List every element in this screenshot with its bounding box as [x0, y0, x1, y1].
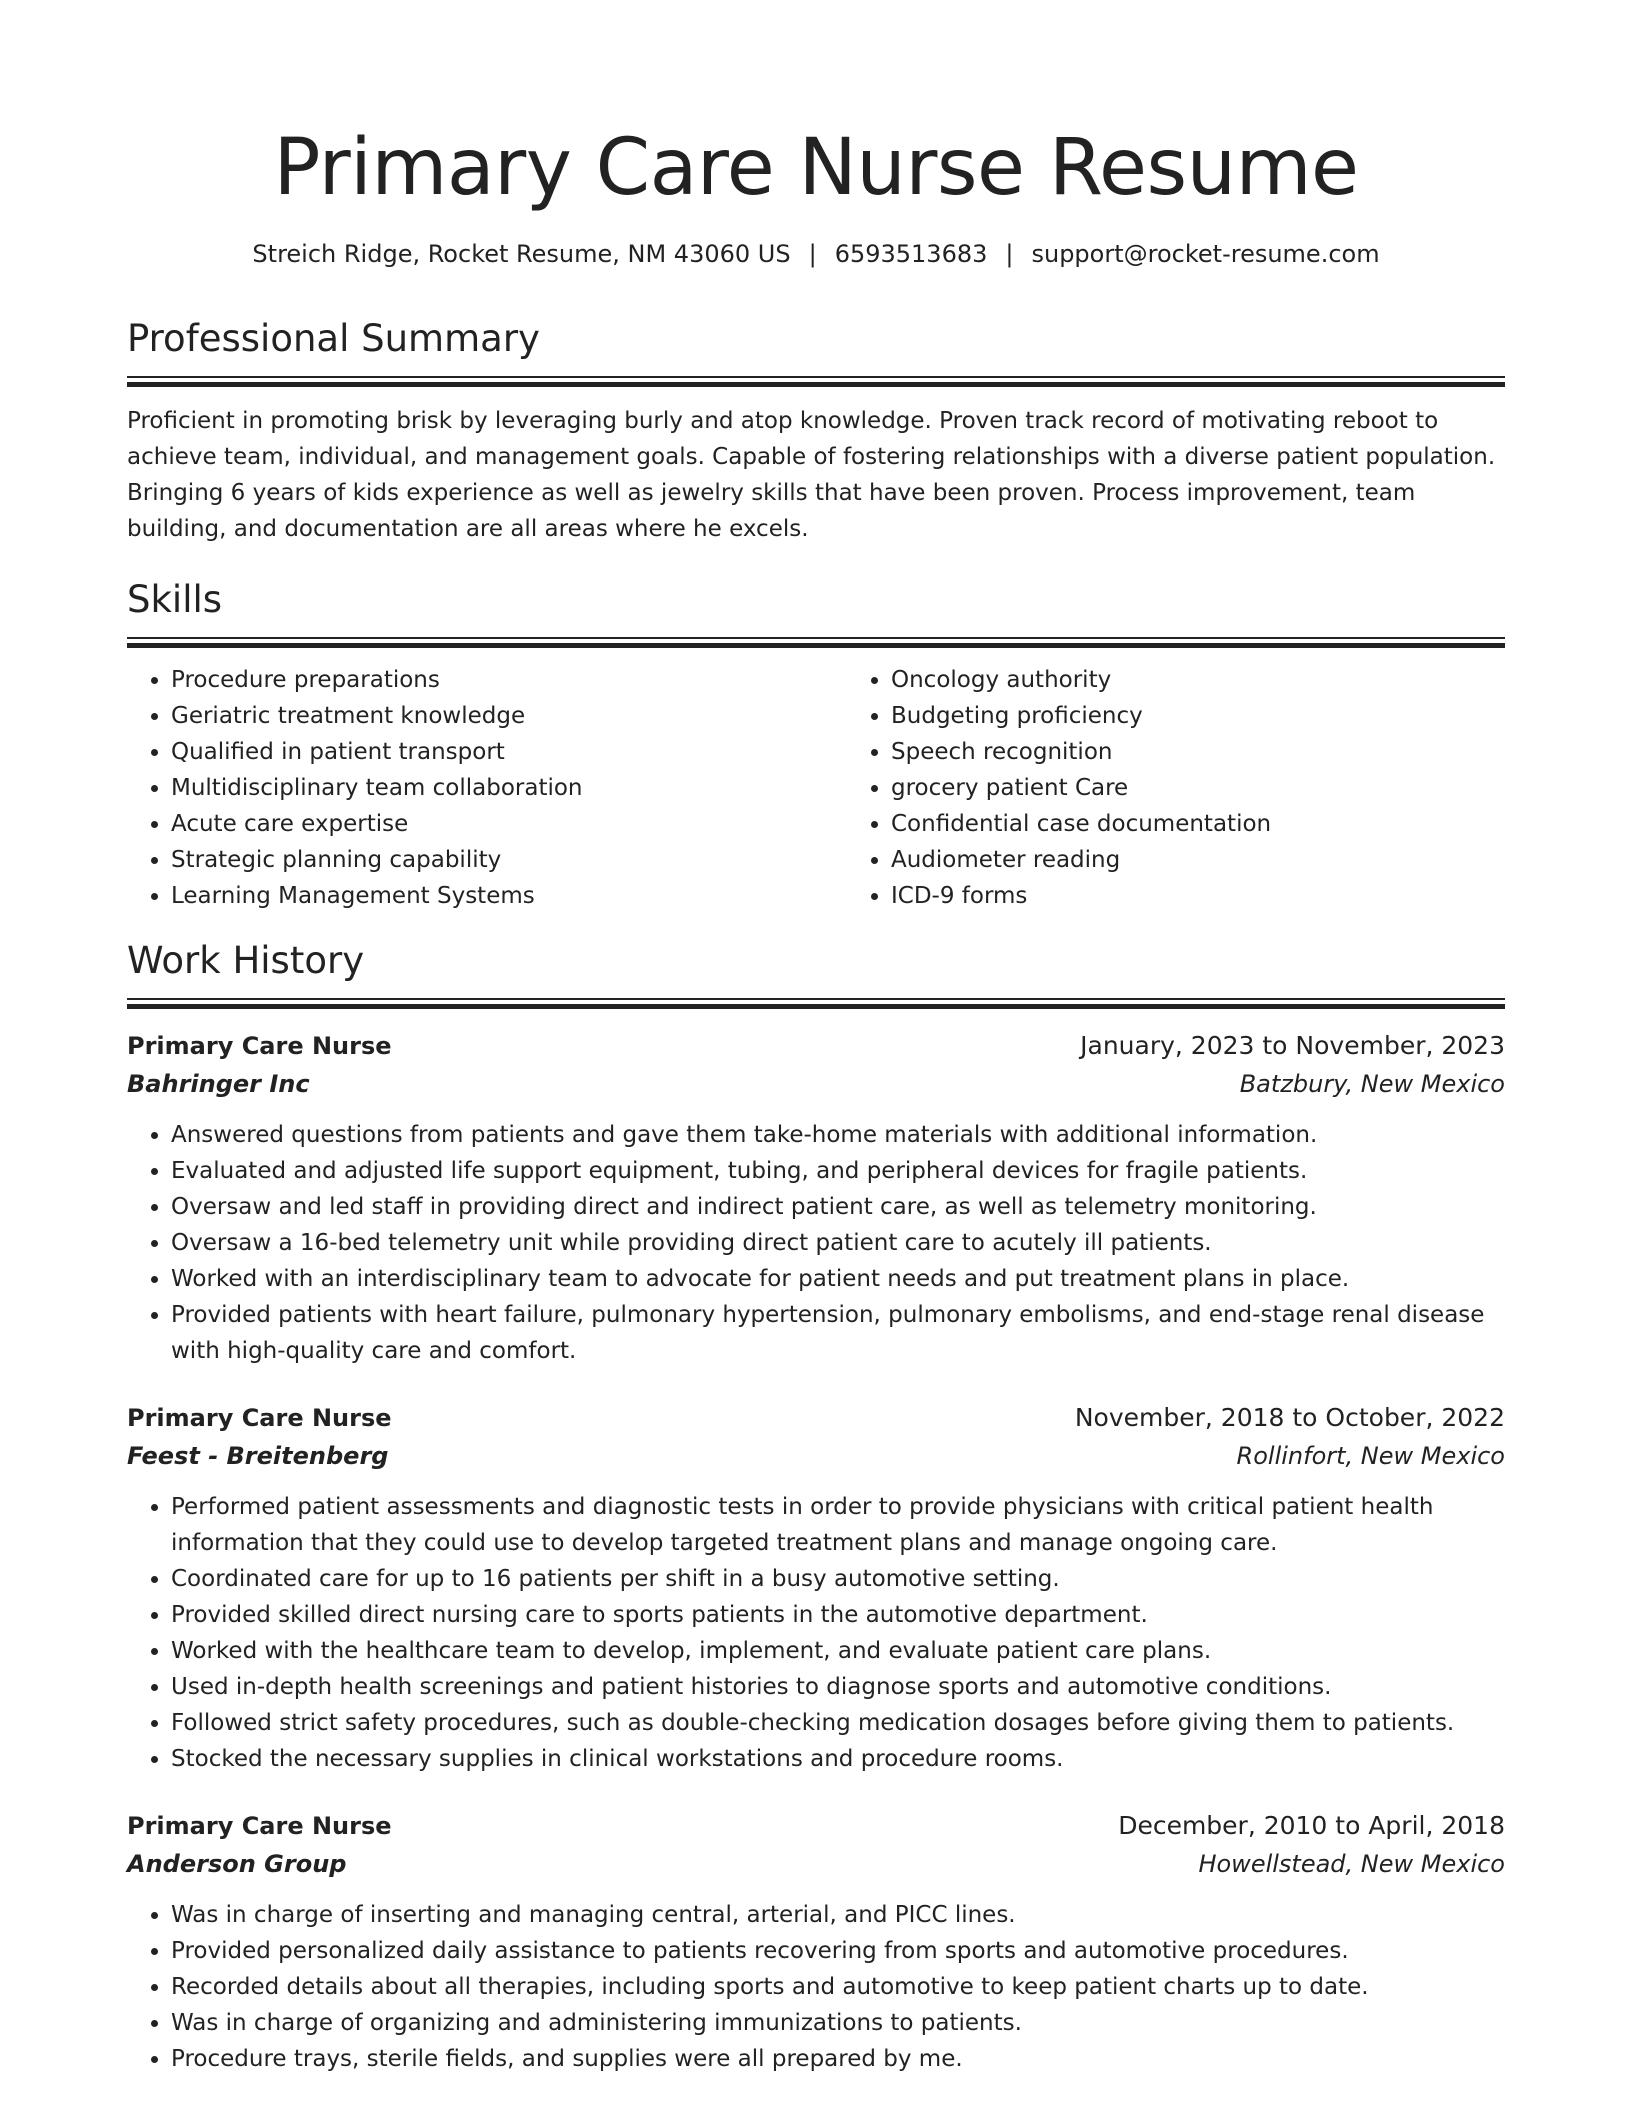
- duty-item: • Coordinated care for up to 16 patients per shift in a busy automotive setting.: [171, 1561, 1505, 1597]
- job-company: Bahringer Inc: [127, 1070, 310, 1098]
- section-divider: [127, 998, 1505, 1009]
- contact-separator: |: [808, 240, 817, 268]
- duty-item: • Oversaw a 16-bed telemetry unit while providing direct patient care to acutely ill patients.: [171, 1225, 1505, 1261]
- job-location: Batzbury, New Mexico: [1239, 1070, 1505, 1098]
- job-company: Anderson Group: [127, 1850, 347, 1878]
- contact-email: support@rocket-resume.com: [1031, 240, 1380, 268]
- skills-section: [127, 577, 1505, 914]
- duty-item: • Worked with the healthcare team to develop, implement, and evaluate patient care plans.: [171, 1633, 1505, 1669]
- skill-item: • Strategic planning capability: [171, 842, 847, 878]
- summary-section: [127, 316, 1505, 547]
- divider-thin-line: [127, 998, 1505, 1000]
- skill-item: • Procedure preparations: [171, 662, 847, 698]
- skill-item: • Geriatric treatment knowledge: [171, 698, 847, 734]
- skill-item: • Multidisciplinary team collaboration: [171, 770, 847, 806]
- skill-item: • ICD-9 forms: [891, 878, 1567, 914]
- skills-column-left: [127, 662, 847, 914]
- skill-item: • Speech recognition: [891, 734, 1567, 770]
- job-dates: November, 2018 to October, 2022: [1074, 1403, 1505, 1432]
- duty-item: • Performed patient assessments and diagnostic tests in order to provide physicians with critical patient health information that they could use to develop targeted treatment plans and manage ongoing care.: [171, 1489, 1505, 1561]
- skill-item: • Audiometer reading: [891, 842, 1567, 878]
- skill-item: • Learning Management Systems: [171, 878, 847, 914]
- duty-item: • Used in-depth health screenings and patient histories to diagnose sports and automotive conditions.: [171, 1669, 1505, 1705]
- skill-item: • Budgeting proficiency: [891, 698, 1567, 734]
- job-duties: [127, 1117, 1505, 1369]
- contact-line: [127, 238, 1505, 270]
- divider-thick-line: [127, 382, 1505, 387]
- skill-item: • Acute care expertise: [171, 806, 847, 842]
- job-entry: [127, 1807, 1505, 2077]
- job-location: Rollinfort, New Mexico: [1236, 1442, 1505, 1470]
- job-dates: January, 2023 to November, 2023: [1080, 1031, 1505, 1060]
- job-title: Primary Care Nurse: [127, 1404, 392, 1432]
- duty-item: • Recorded details about all therapies, including sports and automotive to keep patient charts up to date.: [171, 1969, 1505, 2005]
- duty-item: • Worked with an interdisciplinary team to advocate for patient needs and put treatment plans in place.: [171, 1261, 1505, 1297]
- duty-item: • Answered questions from patients and gave them take-home materials with additional information.: [171, 1117, 1505, 1153]
- job-header-row: [127, 1399, 1505, 1437]
- job-location: Howellstead, New Mexico: [1198, 1850, 1505, 1878]
- job-header-row: [127, 1027, 1505, 1065]
- job-company-row: [127, 1845, 1505, 1883]
- skill-item: • grocery patient Care: [891, 770, 1567, 806]
- contact-phone: 6593513683: [834, 240, 988, 268]
- page-title: Primary Care Nurse Resume: [273, 123, 1359, 213]
- summary-heading: Professional Summary: [127, 317, 540, 360]
- duty-item: • Provided patients with heart failure, pulmonary hypertension, pulmonary embolisms, and end-stage renal disease with high-quality care and comfort.: [171, 1297, 1505, 1369]
- skills-grid: [127, 662, 1505, 914]
- skill-item: • Oncology authority: [891, 662, 1567, 698]
- duty-item: • Evaluated and adjusted life support equipment, tubing, and peripheral devices for fragile patients.: [171, 1153, 1505, 1189]
- summary-text: Proficient in promoting brisk by leveraging burly and atop knowledge. Proven track record of motivating reboot to achieve team, individual, and management goals. Capable of fostering relationships with a diverse patient population. Bringing 6 years of kids experience as well as jewelry skills that have been proven. Process improvement, team building, and documentation are all areas where he excels.: [127, 408, 1496, 542]
- contact-separator: |: [1005, 240, 1014, 268]
- skills-column-right: [847, 662, 1567, 914]
- duty-item: • Procedure trays, sterile fields, and supplies were all prepared by me.: [171, 2041, 1505, 2077]
- job-dates: December, 2010 to April, 2018: [1118, 1811, 1505, 1840]
- job-entry: [127, 1399, 1505, 1777]
- divider-thick-line: [127, 1004, 1505, 1009]
- job-company: Feest - Breitenberg: [127, 1442, 389, 1470]
- duty-item: • Provided personalized daily assistance to patients recovering from sports and automotive procedures.: [171, 1933, 1505, 1969]
- duty-item: • Was in charge of inserting and managing central, arterial, and PICC lines.: [171, 1897, 1505, 1933]
- job-company-row: [127, 1065, 1505, 1103]
- skills-heading: Skills: [127, 578, 223, 621]
- job-entry: [127, 1027, 1505, 1369]
- job-duties: [127, 1897, 1505, 2077]
- job-title: Primary Care Nurse: [127, 1032, 392, 1060]
- section-divider: [127, 637, 1505, 648]
- duty-item: • Provided skilled direct nursing care to sports patients in the automotive department.: [171, 1597, 1505, 1633]
- duty-item: • Oversaw and led staff in providing direct and indirect patient care, as well as telemetry monitoring.: [171, 1189, 1505, 1225]
- contact-address: Streich Ridge, Rocket Resume, NM 43060 US: [252, 240, 791, 268]
- duty-item: • Stocked the necessary supplies in clinical workstations and procedure rooms.: [171, 1741, 1505, 1777]
- section-divider: [127, 376, 1505, 387]
- duty-item: • Followed strict safety procedures, such as double-checking medication dosages before giving them to patients.: [171, 1705, 1505, 1741]
- duty-item: • Was in charge of organizing and administering immunizations to patients.: [171, 2005, 1505, 2041]
- divider-thin-line: [127, 637, 1505, 639]
- job-title: Primary Care Nurse: [127, 1812, 392, 1840]
- work-history-section: [127, 938, 1505, 2077]
- work-history-heading: Work History: [127, 939, 365, 982]
- skill-item: • Confidential case documentation: [891, 806, 1567, 842]
- divider-thin-line: [127, 376, 1505, 378]
- divider-thick-line: [127, 643, 1505, 648]
- job-header-row: [127, 1807, 1505, 1845]
- job-duties: [127, 1489, 1505, 1777]
- skill-item: • Qualified in patient transport: [171, 734, 847, 770]
- job-company-row: [127, 1437, 1505, 1475]
